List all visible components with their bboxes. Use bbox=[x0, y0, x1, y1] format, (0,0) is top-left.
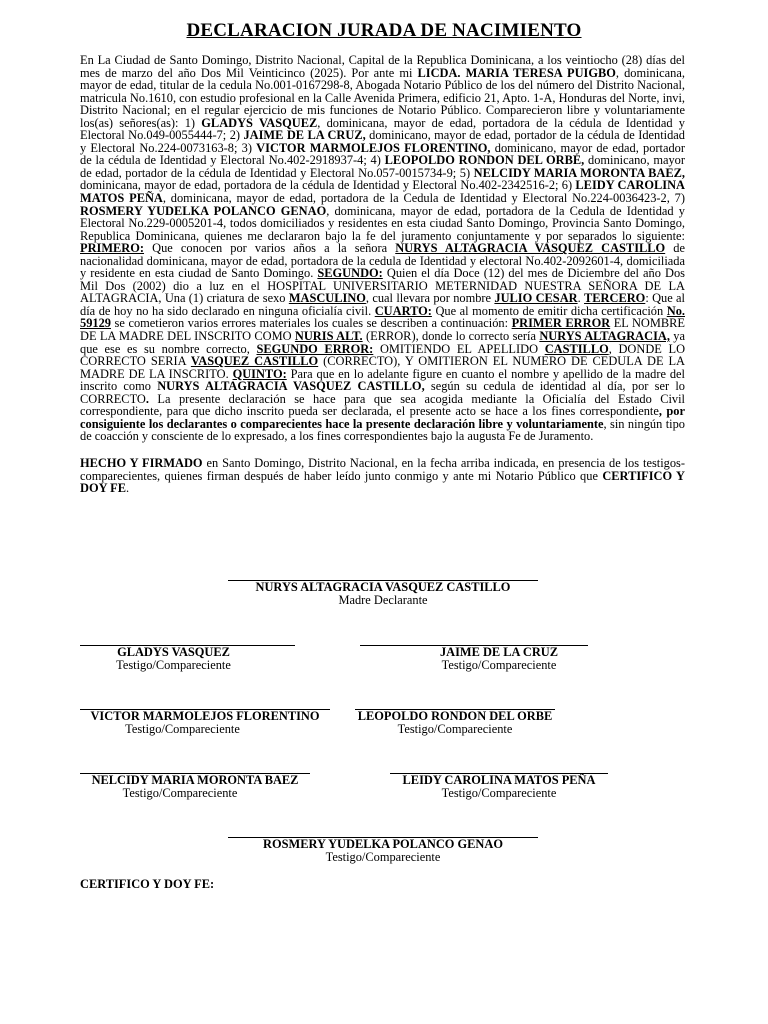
error-heading: PRIMER ERROR bbox=[511, 316, 611, 331]
text-run: se cometieron varios errores materiales los cuales se describen a continuación: bbox=[110, 316, 512, 331]
witness-name: NELCIDY MARIA MORONTA BAEZ, bbox=[473, 165, 685, 180]
signer-name: ROSMERY YUDELKA POLANCO GENAO bbox=[263, 837, 503, 851]
text-run: , dominicana, mayor de edad, portadora de la Cedula de Identidad y Electoral No.224-0036423-2, 7) bbox=[162, 191, 685, 206]
signature-block-witness bbox=[80, 773, 310, 800]
witness-name: LEOPOLDO RONDON DEL ORBE, bbox=[384, 153, 585, 168]
text-run: . bbox=[145, 391, 149, 406]
text-run: en Santo Domingo, Distrito Nacional, en la fecha arriba indicada, en presencia de los testigos-comparecientes, quienes firman después de haber leído junto conmigo y ante mi Notario Público que bbox=[80, 455, 685, 483]
text-run: , por consiguiente los declarantes o comparecientes hace la presente declaración libre y voluntariamente bbox=[80, 404, 685, 431]
signer-name: NELCIDY MARIA MORONTA BAEZ bbox=[91, 773, 299, 787]
text-run: EL NOMBRE DE LA MADRE DEL INSCRITO COMO bbox=[80, 316, 685, 344]
text-run: . bbox=[126, 481, 130, 496]
witness-name: ROSMERY YUDELKA POLANCO GENAO bbox=[80, 203, 327, 218]
document-title: DECLARACION JURADA DE NACIMIENTO bbox=[186, 20, 582, 41]
text-run: CERTIFICO Y DOY FE bbox=[80, 468, 686, 496]
mother-name: NURYS ALTAGRACIA VASQUEZ CASTILLO, bbox=[157, 379, 425, 394]
signer-name: VICTOR MARMOLEJOS FLORENTINO bbox=[90, 709, 320, 723]
signature-block-mother bbox=[228, 580, 538, 607]
signature-block-witness bbox=[355, 709, 555, 736]
text-run: . bbox=[577, 291, 585, 306]
signer-role: Testigo/Compareciente bbox=[397, 722, 513, 736]
closing-paragraph bbox=[80, 457, 685, 495]
signature-block-witness bbox=[80, 709, 330, 736]
signature-block-witness bbox=[360, 645, 588, 672]
witness-name: LEIDY CAROLINA MATOS PEÑA bbox=[80, 178, 685, 206]
text-run: , dominicana, mayor de edad, portadora de la cédula de Identidad y Electoral No.049-0055444-7; 2) bbox=[80, 115, 685, 143]
witness-name: VICTOR MARMOLEJOS FLORENTINO, bbox=[256, 140, 491, 155]
mother-name: NURYS ALTAGRACIA VASQUEZ CASTILLO bbox=[395, 241, 666, 256]
text-run: , cual llevara por nombre bbox=[365, 291, 495, 306]
text-run: HECHO Y FIRMADO bbox=[80, 455, 203, 470]
clause-heading: QUINTO: bbox=[232, 366, 287, 381]
text-run: dominicano, mayor de edad, portador de la cédula de Identidad y Electoral No.057-0015734-9; 5) bbox=[80, 153, 686, 180]
certification-footer: CERTIFICO Y DOY FE: bbox=[80, 877, 215, 891]
text-run: dominicano, mayor de edad, portador de la cédula de Identidad y Electoral No.224-0073163-8; 3) bbox=[80, 128, 686, 155]
declaration-paragraph bbox=[80, 54, 685, 443]
signer-name: GLADYS VASQUEZ bbox=[117, 645, 230, 659]
notary-name: LICDA. MARIA TERESA PUIGBO bbox=[417, 65, 616, 80]
signer-role: Madre Declarante bbox=[338, 593, 428, 607]
text-run: según su cedula de identidad al día, por ser lo CORRECTO bbox=[80, 379, 685, 406]
clause-heading: PRIMERO: bbox=[80, 241, 145, 256]
text-run: dominicano, mayor de edad, portador de la cédula de Identidad y Electoral No.402-2918937-4; 4) bbox=[80, 140, 685, 168]
signature-block-witness bbox=[228, 837, 538, 864]
text-run: OMITIENDO EL APELLIDO bbox=[373, 341, 545, 356]
signer-name: LEOPOLDO RONDON DEL ORBE bbox=[357, 709, 553, 723]
witness-name: JAIME DE LA CRUZ, bbox=[243, 128, 366, 143]
text-run: , sin ningún tipo de coacción y consciente de lo expresado, a los fines correspondientes bajo la augusta Fe de Juramento. bbox=[80, 416, 686, 444]
text-run: (ERROR), donde lo correcto sería bbox=[362, 329, 540, 344]
correct-value: NURYS ALTAGRACIA, bbox=[539, 329, 670, 344]
text-run: de nacionalidad dominicana, mayor de edad, portadora de la cedula de Identidad y electoral No.402-2092601-4, domiciliada y residente en esta ciudad de Santo Domingo. bbox=[80, 241, 685, 281]
error-heading: SEGUNDO ERROR: bbox=[256, 341, 374, 356]
clause-heading: CUARTO: bbox=[374, 303, 432, 318]
signer-role: Testigo/Compareciente bbox=[441, 658, 557, 672]
signer-name: JAIME DE LA CRUZ bbox=[439, 645, 559, 659]
text-run: , dominicana, mayor de edad, portadora de la Cedula de Identidad y Electoral No.229-0005201-4, todos domiciliados y residentes en esta ciudad Santo Domingo, Provincia Santo Domingo, Republica Dominicana, quienes me declararon bajo la fe del juramento conjuntamente y por separados lo siguiente: bbox=[80, 203, 685, 243]
signer-role: Testigo/Compareciente bbox=[125, 722, 240, 736]
signer-role: Testigo/Compareciente bbox=[122, 786, 238, 800]
clause-heading: TERCERO bbox=[584, 291, 646, 306]
correct-value: VASQUEZ CASTILLO bbox=[190, 354, 319, 369]
text-run: Para que en lo adelante figure en cuanto el nombre y apellido de la madre del inscrito como bbox=[80, 366, 685, 394]
text-run: (CORRECTO), Y OMITIERON EL NUMERO DE CEDULA DE LA MADRE DE LA INSCRITO. bbox=[80, 354, 685, 381]
declaration-body bbox=[80, 54, 685, 495]
text-run: Quien el día Doce (12) del mes de Diciembre del año Dos Mil Dos (2002) dio a luz en el HOSPITAL UNIVERSITARIO METERNIDAD NUESTRA SEÑORA DE LA ALTAGRACIA, Una (1) criatura de sexo bbox=[80, 266, 685, 306]
text-run: Que al momento de emitir dicha certificación bbox=[431, 303, 667, 318]
signer-name: NURYS ALTAGRACIA VASQUEZ CASTILLO bbox=[255, 580, 511, 594]
text-run: : Que al día de hoy no ha sido declarado en ninguna oficialía civil. bbox=[80, 291, 686, 318]
text-run: ya que ese es su nombre correcto, bbox=[80, 329, 685, 356]
witness-name: GLADYS VASQUEZ bbox=[201, 115, 318, 130]
certification-number: No. 59129 bbox=[80, 303, 686, 331]
error-value: CASTILLO bbox=[544, 341, 609, 356]
child-name: JULIO CESAR bbox=[494, 291, 578, 306]
text-run: La presente declaración se hace para que sea acogida mediante la Oficialía del Estado Civil correspondiente, para que dicho inscrito pueda ser declarada, el presente acto se hace a los fines correspondiente bbox=[80, 391, 685, 419]
signer-name: LEIDY CAROLINA MATOS PEÑA bbox=[402, 773, 596, 787]
error-value: NURIS ALT. bbox=[294, 329, 363, 344]
text-run: , dominicana, mayor de edad, titular de la cedula No.001-0167298-8, Abogada Notario Público de los del número del Distrito Nacional, matricula No.1610, con estudio profesional en la Calle Avenida Primera, edificio 21, Apto. 1-A, Honduras del Norte, invi, Distrito Nacional; en el regular ejercicio de mis funciones de Notario Público. Comparecieron libre y voluntariamente los(as) señores(as): 1) bbox=[80, 65, 685, 130]
text-run: , DONDE LO CORRECTO SERIA bbox=[80, 341, 686, 369]
signer-role: Testigo/Compareciente bbox=[116, 658, 231, 672]
text-run: Que conocen por varios años a la señora bbox=[144, 241, 396, 256]
signer-role: Testigo/Compareciente bbox=[441, 786, 557, 800]
sex-value: MASCULINO bbox=[288, 291, 366, 306]
signature-block-witness bbox=[80, 645, 295, 672]
text-run: En La Ciudad de Santo Domingo, Distrito Nacional, Capital de la Republica Dominicana, a los veintiocho (28) días del mes de marzo del año Dos Mil Veinticinco (2025). Por ante mi bbox=[80, 53, 685, 80]
text-run: dominicana, mayor de edad, portadora de la cédula de Identidad y Electoral No.402-2342516-2; 6) bbox=[80, 178, 576, 193]
clause-heading: SEGUNDO: bbox=[317, 266, 383, 281]
signature-block-witness bbox=[390, 773, 608, 800]
signer-role: Testigo/Compareciente bbox=[325, 850, 441, 864]
